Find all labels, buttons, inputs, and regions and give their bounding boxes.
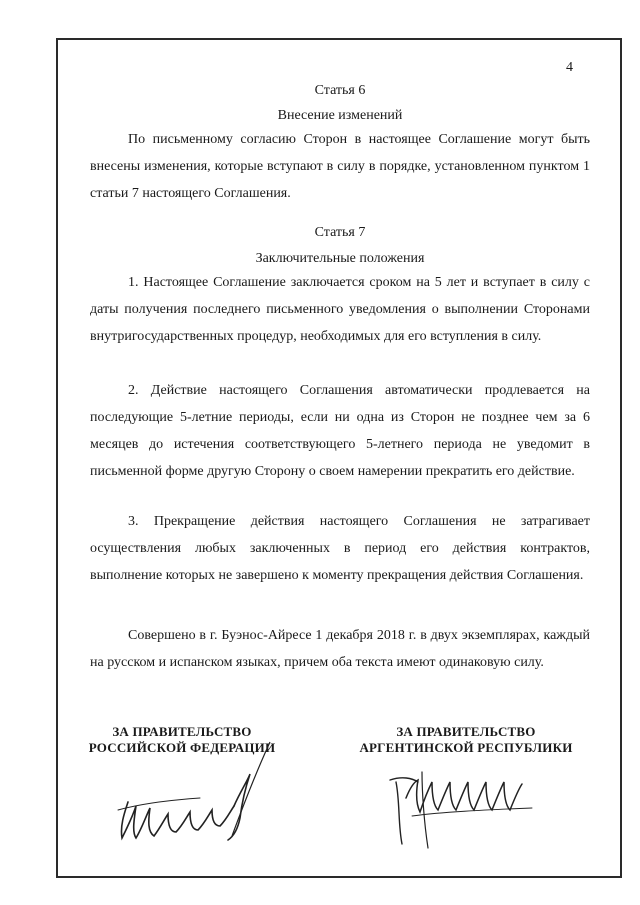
article-7-subtitle: Заключительные положения: [255, 251, 425, 266]
article-6-subtitle: Внесение изменений: [277, 108, 403, 123]
article-7-item-3: 3. Прекращение действия настоящего Соглашения не затрагивает осуществления любых заключенных в период его действия контрактов, выполнение которых не завершено к моменту прекращения действия Соглашения.: [90, 514, 590, 583]
signatory-russia-line2: РОССИЙСКОЙ ФЕДЕРАЦИИ: [88, 740, 276, 755]
signatory-argentina-line1: ЗА ПРАВИТЕЛЬСТВО: [396, 724, 536, 739]
article-7-title: Статья 7: [314, 225, 366, 240]
article-7-item-1: 1. Настоящее Соглашение заключается сроком на 5 лет и вступает в силу с даты получения последнего письменного уведомления о выполнении Сторонами внутригосударственных процедур, необходимых для его вступления в силу.: [90, 275, 590, 344]
page-number: 4: [566, 60, 573, 75]
signatory-russia-line1: ЗА ПРАВИТЕЛЬСТВО: [112, 724, 252, 739]
article-6-title: Статья 6: [314, 83, 366, 98]
article-7-item-2: 2. Действие настоящего Соглашения автоматически продлевается на последующие 5-летние периоды, если ни одна из Сторон не позднее чем за 6 месяцев до истечения соответствующего 5-летнего периода не уведомит в письменной форме другую Сторону о своем намерении прекратить его действие.: [90, 383, 590, 479]
signature-argentina: [382, 752, 542, 852]
signatory-argentina-line2: АРГЕНТИНСКОЙ РЕСПУБЛИКИ: [359, 740, 573, 755]
article-6-text: По письменному согласию Сторон в настоящее Соглашение могут быть внесены изменения, которые вступают в силу в порядке, установленном пунктом 1 статьи 7 настоящего Соглашения.: [90, 132, 590, 201]
signature-russia: [110, 740, 280, 850]
closing-text: Совершено в г. Буэнос-Айресе 1 декабря 2018 г. в двух экземплярах, каждый на русском и испанском языках, причем оба текста имеют одинаковую силу.: [90, 628, 590, 670]
